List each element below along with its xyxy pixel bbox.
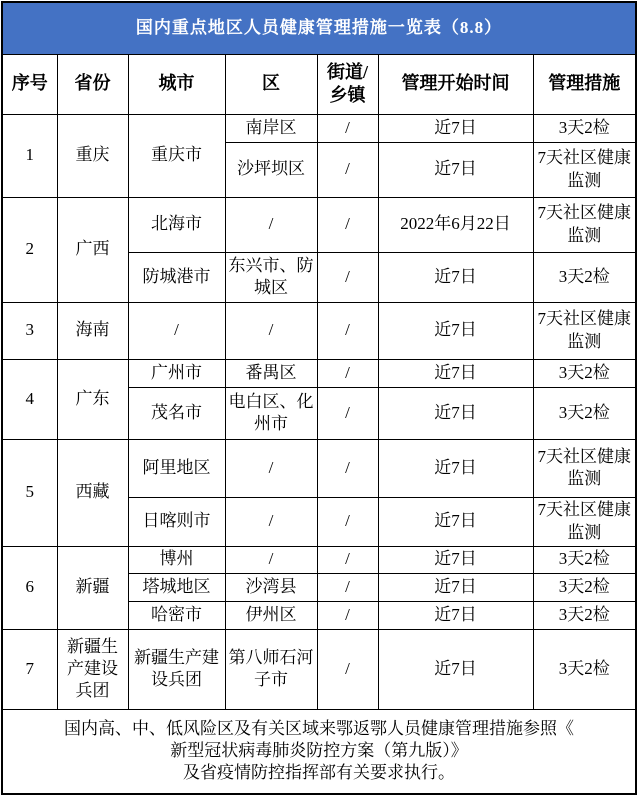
cell-start-time: 近7日: [378, 114, 533, 142]
cell-measure: 3天2检: [533, 546, 636, 573]
cell-city: 重庆市: [128, 114, 225, 197]
cell-district: /: [225, 197, 317, 252]
cell-city: /: [128, 302, 225, 359]
cell-start-time: 近7日: [378, 252, 533, 302]
cell-province: 西藏: [57, 439, 128, 546]
cell-district: /: [225, 546, 317, 573]
cell-start-time: 近7日: [378, 387, 533, 439]
cell-seq: 2: [2, 197, 57, 302]
cell-street: /: [317, 142, 378, 197]
cell-city: 北海市: [128, 197, 225, 252]
footer-note-line: 及省疫情防控指挥部有关要求执行。: [183, 763, 456, 783]
cell-measure: 3天2检: [533, 252, 636, 302]
footer-note-line: 新型冠状病毒肺炎防控方案（第九版）》: [170, 741, 468, 761]
cell-street: /: [317, 387, 378, 439]
cell-start-time: 近7日: [378, 497, 533, 546]
cell-street: /: [317, 546, 378, 573]
cell-district: 第八师石河子市: [225, 629, 317, 709]
cell-start-time: 近7日: [378, 359, 533, 387]
cell-city: 新疆生产建设兵团: [128, 629, 225, 709]
cell-city: 防城港市: [128, 252, 225, 302]
column-header-district: 区: [225, 54, 317, 114]
cell-seq: 6: [2, 546, 57, 629]
cell-district: 沙坪坝区: [225, 142, 317, 197]
cell-province: 重庆: [57, 114, 128, 197]
cell-start-time: 近7日: [378, 142, 533, 197]
cell-province: 新疆生产建设兵团: [57, 629, 128, 709]
cell-district: 电白区、化州市: [225, 387, 317, 439]
cell-seq: 1: [2, 114, 57, 197]
cell-start-time: 近7日: [378, 439, 533, 497]
cell-district: 沙湾县: [225, 573, 317, 601]
cell-province: 新疆: [57, 546, 128, 629]
cell-start-time: 2022年6月22日: [378, 197, 533, 252]
cell-street: /: [317, 601, 378, 629]
cell-city: 茂名市: [128, 387, 225, 439]
health-measures-table: [1, 1, 637, 795]
column-header-street: 街道/乡镇: [317, 54, 378, 114]
cell-street: /: [317, 114, 378, 142]
cell-city: 哈密市: [128, 601, 225, 629]
cell-seq: 3: [2, 302, 57, 359]
footer-note-line: 国内高、中、低风险区及有关区域来鄂返鄂人员健康管理措施参照《: [64, 719, 575, 739]
cell-city: 广州市: [128, 359, 225, 387]
cell-province: 广东: [57, 359, 128, 439]
cell-measure: 3天2检: [533, 114, 636, 142]
cell-measure: 7天社区健康监测: [533, 142, 636, 197]
cell-city: 阿里地区: [128, 439, 225, 497]
cell-district: 南岸区: [225, 114, 317, 142]
cell-district: 伊州区: [225, 601, 317, 629]
table-title: 国内重点地区人员健康管理措施一览表（8.8）: [2, 2, 636, 54]
cell-seq: 7: [2, 629, 57, 709]
cell-start-time: 近7日: [378, 302, 533, 359]
cell-measure: 3天2检: [533, 629, 636, 709]
column-header-province: 省份: [57, 54, 128, 114]
cell-measure: 3天2检: [533, 573, 636, 601]
cell-start-time: 近7日: [378, 546, 533, 573]
cell-province: 广西: [57, 197, 128, 302]
cell-district: /: [225, 439, 317, 497]
column-header-start-time: 管理开始时间: [378, 54, 533, 114]
column-header-seq: 序号: [2, 54, 57, 114]
cell-measure: 3天2检: [533, 359, 636, 387]
cell-start-time: 近7日: [378, 629, 533, 709]
column-header-city: 城市: [128, 54, 225, 114]
cell-measure: 7天社区健康监测: [533, 439, 636, 497]
cell-start-time: 近7日: [378, 601, 533, 629]
cell-district: /: [225, 497, 317, 546]
cell-street: /: [317, 497, 378, 546]
cell-start-time: 近7日: [378, 573, 533, 601]
cell-street: /: [317, 629, 378, 709]
cell-measure: 7天社区健康监测: [533, 302, 636, 359]
cell-seq: 5: [2, 439, 57, 546]
cell-street: /: [317, 359, 378, 387]
cell-measure: 3天2检: [533, 387, 636, 439]
cell-city: 塔城地区: [128, 573, 225, 601]
cell-district: 番禺区: [225, 359, 317, 387]
cell-city: 日喀则市: [128, 497, 225, 546]
cell-street: /: [317, 197, 378, 252]
cell-measure: 7天社区健康监测: [533, 497, 636, 546]
cell-street: /: [317, 302, 378, 359]
cell-measure: 3天2检: [533, 601, 636, 629]
cell-street: /: [317, 573, 378, 601]
column-header-measure: 管理措施: [533, 54, 636, 114]
cell-city: 博州: [128, 546, 225, 573]
cell-district: 东兴市、防城区: [225, 252, 317, 302]
cell-province: 海南: [57, 302, 128, 359]
footer-note: [2, 709, 636, 794]
cell-district: /: [225, 302, 317, 359]
cell-seq: 4: [2, 359, 57, 439]
cell-street: /: [317, 252, 378, 302]
cell-street: /: [317, 439, 378, 497]
cell-measure: 7天社区健康监测: [533, 197, 636, 252]
